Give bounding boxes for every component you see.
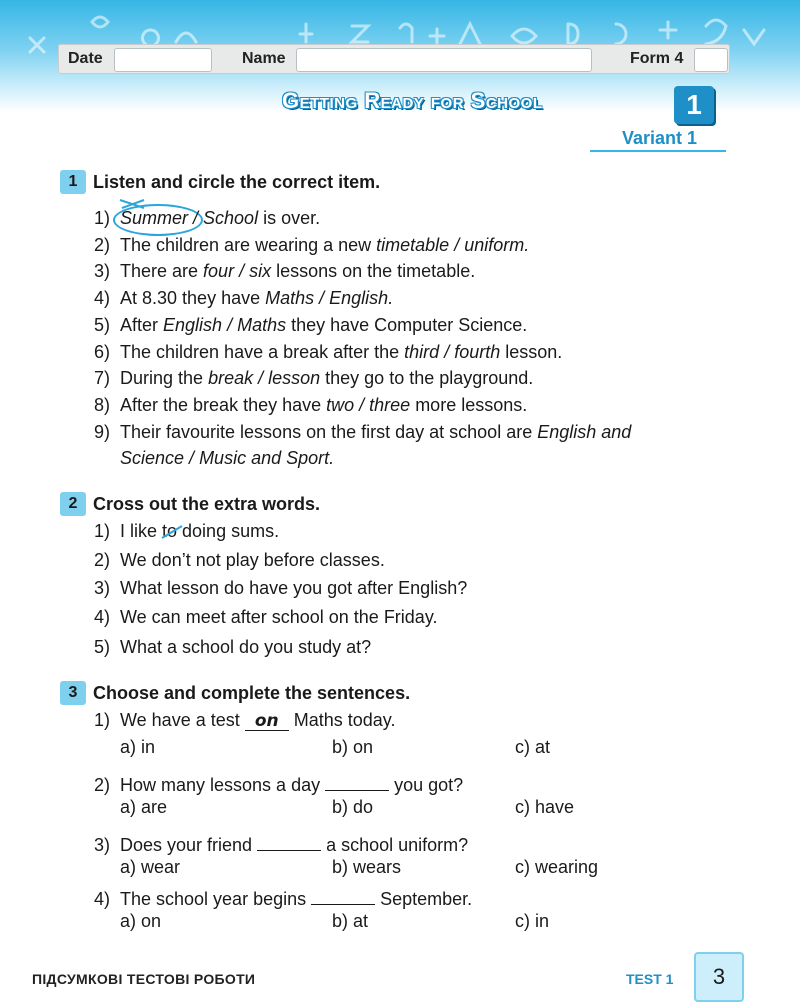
option-a[interactable]: Summer [120, 208, 189, 228]
option-a[interactable]: timetable [376, 235, 450, 255]
item-text-before: The children are wearing a new [120, 235, 377, 255]
option-separator: / [354, 395, 370, 415]
item-number: 7) [94, 368, 111, 388]
item-text-before: After [120, 315, 164, 335]
item-text[interactable]: I like [120, 521, 163, 541]
option-a[interactable]: English and [537, 422, 632, 442]
option-a[interactable]: a) wear [120, 857, 181, 877]
item-text[interactable]: We don’t not play before classes. [120, 550, 385, 570]
handwritten-answer: on [254, 711, 279, 731]
question-text-after: you got? [389, 775, 464, 795]
option-separator: / [439, 342, 455, 362]
item-number: 2) [94, 775, 111, 795]
item-number: 9) [94, 422, 111, 442]
question-text-after: Maths today. [288, 710, 396, 730]
page-number: 3 [694, 952, 744, 1002]
task-3-question [94, 830, 468, 856]
item-number: 3) [94, 835, 111, 855]
task-3-number: 3 [60, 681, 86, 705]
option-b[interactable]: lesson [268, 368, 321, 388]
option-b[interactable]: six [249, 261, 272, 281]
option-b[interactable]: b) on [332, 737, 374, 757]
item-number: 5) [94, 315, 111, 335]
option-c[interactable]: c) at [515, 737, 551, 757]
name-label: Name [242, 50, 286, 67]
option-b[interactable]: three [369, 395, 411, 415]
item-number: 2) [94, 550, 111, 570]
task-1-item [94, 395, 527, 416]
answer-blank[interactable] [257, 830, 321, 851]
task-3-question [94, 770, 463, 796]
task-1-number: 1 [60, 170, 86, 194]
task-1-item [94, 342, 562, 363]
test-label: TEST 1 [626, 971, 674, 987]
item-number: 6) [94, 342, 111, 362]
item-text-before: The children have a break after the [120, 342, 405, 362]
item-text-before: During the [120, 368, 209, 388]
option-separator: / [234, 261, 250, 281]
item-text-after: lesson. [500, 342, 563, 362]
option-b[interactable]: b) do [332, 797, 374, 817]
item-text-after: they go to the playground. [320, 368, 534, 388]
option-a[interactable]: four [203, 261, 235, 281]
item-number: 8) [94, 395, 111, 415]
task-1-item-9-continued [120, 448, 334, 469]
item-text-before: After the break they have [120, 395, 327, 415]
item-number: 2) [94, 235, 111, 255]
task-1-item-9 [94, 422, 631, 443]
task-2-item [94, 607, 438, 628]
strike-through-mark-icon [160, 523, 184, 541]
date-label: Date [68, 50, 103, 67]
item-number: 4) [94, 607, 111, 627]
option-a-continued[interactable]: Science [120, 448, 185, 468]
item-number: 4) [94, 889, 111, 909]
answer-blank[interactable] [311, 884, 375, 905]
option-b[interactable]: uniform. [464, 235, 530, 255]
answer-blank[interactable] [245, 710, 289, 731]
item-text-after: is over. [258, 208, 321, 228]
item-text[interactable]: What a school do you study at? [120, 637, 372, 657]
item-text-after: they have Computer Science. [286, 315, 528, 335]
title-underline [590, 150, 726, 152]
option-separator: / [449, 235, 465, 255]
option-a[interactable]: two [326, 395, 355, 415]
task-1-item [94, 261, 475, 282]
answer-blank[interactable] [325, 770, 389, 791]
item-number: 5) [94, 637, 111, 657]
task-2-item [94, 521, 279, 542]
name-field[interactable] [296, 48, 592, 72]
task-2-instruction: Cross out the extra words. [93, 494, 321, 514]
item-text[interactable]: We can meet after school on the Friday. [120, 607, 438, 627]
item-text[interactable]: What lesson do have you got after English? [120, 578, 468, 598]
task-3-instruction: Choose and complete the sentences. [93, 683, 411, 703]
option-separator: / [184, 448, 200, 468]
option-a[interactable]: Maths [265, 288, 315, 308]
item-text-before: There are [120, 261, 204, 281]
option-a[interactable]: a) on [120, 911, 162, 931]
option-c[interactable]: c) have [515, 797, 575, 817]
option-separator: / [222, 315, 238, 335]
crossed-word-text: to [162, 521, 178, 541]
crossed-word[interactable] [162, 521, 177, 542]
form-field[interactable] [694, 48, 728, 72]
option-a[interactable]: break [208, 368, 254, 388]
form-label: Form 4 [630, 50, 684, 67]
book-title: ПІДСУМКОВІ ТЕСТОВІ РОБОТИ [32, 971, 256, 987]
option-c[interactable]: c) in [515, 911, 550, 931]
unit-title: Getting Ready for School [282, 88, 543, 113]
question-text-before: We have a test [120, 710, 245, 730]
task-1-item [94, 208, 320, 229]
task-1-item [94, 368, 533, 389]
option-separator: / [314, 288, 330, 308]
task-1-item [94, 235, 529, 256]
task-1-item [94, 288, 393, 309]
question-text-before: The school year begins [120, 889, 312, 909]
option-b[interactable]: fourth [454, 342, 501, 362]
unit-number-badge: 1 [674, 86, 714, 124]
option-b[interactable]: Maths [237, 315, 287, 335]
task-2-item [94, 637, 371, 658]
question-text-before: Does your friend [120, 835, 258, 855]
option-separator: / [253, 368, 269, 388]
option-separator: / [188, 208, 204, 228]
item-number: 1) [94, 710, 111, 730]
option-a[interactable]: a) in [120, 737, 156, 757]
option-b[interactable]: b) at [332, 911, 369, 931]
option-a[interactable]: a) are [120, 797, 168, 817]
task-1-instruction: Listen and circle the correct item. [93, 172, 381, 192]
item-number: 1) [94, 208, 111, 228]
item-text-after: more lessons. [410, 395, 528, 415]
option-a[interactable]: English [163, 315, 223, 335]
item-number: 3) [94, 578, 111, 598]
item-number: 4) [94, 288, 111, 308]
option-c[interactable]: c) wearing [515, 857, 599, 877]
item-text-before: At 8.30 they have [120, 288, 266, 308]
task-1-item [94, 315, 527, 336]
item-text-after: doing sums. [177, 521, 280, 541]
item-number: 1) [94, 521, 111, 541]
option-b[interactable]: School [203, 208, 259, 228]
question-text-after: a school uniform? [321, 835, 469, 855]
variant-label: Variant 1 [622, 128, 698, 148]
task-2-item [94, 578, 467, 599]
task-2-number: 2 [60, 492, 86, 516]
question-text-after: September. [375, 889, 473, 909]
option-b[interactable]: Music and Sport. [199, 448, 335, 468]
task-3-question [94, 884, 472, 910]
item-text: Their favourite lessons on the first day at school are [120, 422, 538, 442]
option-b[interactable]: b) wears [332, 857, 402, 877]
question-text-before: How many lessons a day [120, 775, 326, 795]
item-text-after: lessons on the timetable. [271, 261, 476, 281]
student-info-bar [58, 44, 730, 74]
option-b[interactable]: English. [329, 288, 394, 308]
date-field[interactable] [114, 48, 212, 72]
item-number: 3) [94, 261, 111, 281]
task-2-item [94, 550, 385, 571]
task-3-question [94, 710, 395, 731]
option-a[interactable]: third [404, 342, 440, 362]
